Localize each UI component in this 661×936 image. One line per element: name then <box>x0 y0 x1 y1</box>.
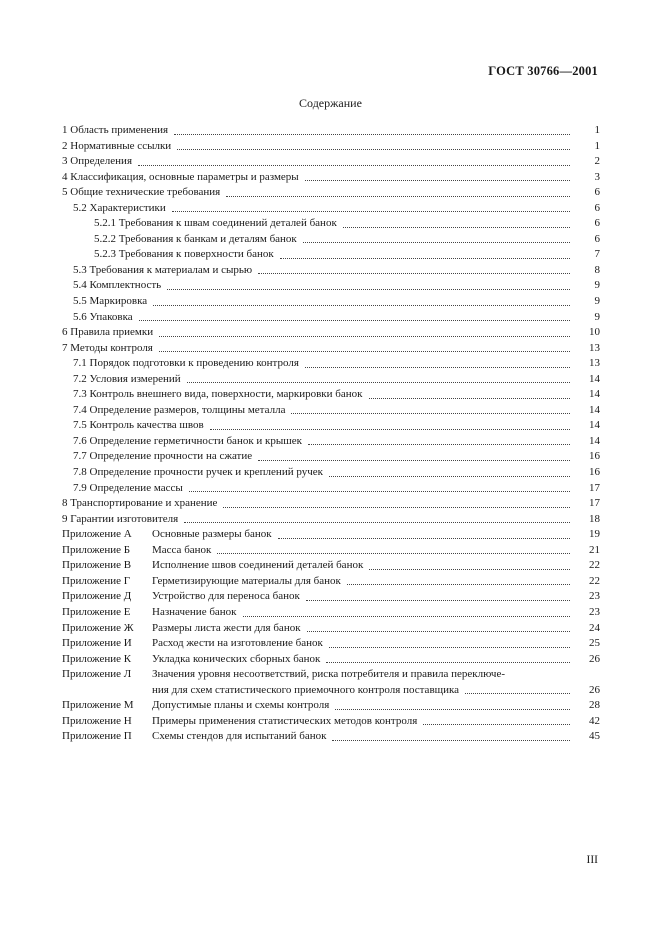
dot-leader <box>243 615 570 617</box>
toc-appendix-item[interactable]: Приложение И Расход жести на изготовление банок 25 <box>62 637 600 650</box>
toc-item[interactable]: 7.4 Определение размеров, толщины металла 14 <box>73 403 600 416</box>
dot-leader <box>369 397 571 399</box>
toc-item[interactable]: 9 Гарантии изготовителя 18 <box>62 512 600 525</box>
toc-appendix-item[interactable]: Приложение Б Масса банок 21 <box>62 543 600 556</box>
dot-leader <box>258 272 570 274</box>
document-code: ГОСТ 30766—2001 <box>488 64 598 78</box>
dot-leader <box>305 179 570 181</box>
toc-appendix-item[interactable]: Приложение А Основные размеры банок 19 <box>62 528 600 541</box>
dot-leader <box>329 475 570 477</box>
dot-leader <box>177 148 570 150</box>
dot-leader <box>138 164 570 166</box>
toc-appendix-item[interactable]: Приложение М Допустимые планы и схемы контроля 28 <box>62 699 600 712</box>
toc-appendix-item[interactable]: Приложение В Исполнение швов соединений деталей банок 22 <box>62 559 600 572</box>
dot-leader <box>369 568 570 570</box>
toc-item[interactable]: 6 Правила приемки 10 <box>62 326 600 339</box>
dot-leader <box>332 739 570 741</box>
dot-leader <box>465 692 570 694</box>
toc-item[interactable]: 7.5 Контроль качества швов 14 <box>73 419 600 432</box>
toc-item[interactable]: 1 Область применения 1 <box>62 124 600 136</box>
toc-item[interactable]: 5.2.1 Требования к швам соединений деталей банок 6 <box>94 217 600 230</box>
toc-appendix-item[interactable]: Приложение Г Герметизирующие материалы для банок 22 <box>62 574 600 587</box>
dot-leader <box>280 257 570 259</box>
dot-leader <box>306 599 570 601</box>
toc-appendix-item[interactable]: Приложение К Укладка конических сборных банок 26 <box>62 652 600 665</box>
dot-leader <box>184 521 570 523</box>
dot-leader <box>335 708 570 710</box>
toc-appendix-item[interactable]: Приложение Ж Размеры листа жести для банок 24 <box>62 621 600 634</box>
dot-leader <box>308 443 570 445</box>
toc-item[interactable]: 3 Определения 2 <box>62 155 600 168</box>
toc-appendix-item[interactable]: Приложение П Схемы стендов для испытаний банок 45 <box>62 730 600 743</box>
dot-leader <box>278 537 570 539</box>
dot-leader <box>159 350 570 352</box>
dot-leader <box>226 195 570 197</box>
dot-leader <box>423 723 570 725</box>
dot-leader <box>258 459 570 461</box>
toc-item[interactable]: 5.2.2 Требования к банкам и деталям банок 6 <box>94 232 600 245</box>
dot-leader <box>347 583 570 585</box>
toc-item[interactable]: 4 Классификация, основные параметры и размеры 3 <box>62 170 600 183</box>
page-number: III <box>586 854 598 866</box>
toc-item[interactable]: 8 Транспортирование и хранение 17 <box>62 497 600 510</box>
toc-title: Содержание <box>299 96 362 110</box>
toc-item[interactable]: 7.9 Определение массы 17 <box>73 481 600 494</box>
toc-item[interactable]: 5.2.3 Требования к поверхности банок 7 <box>94 248 600 261</box>
dot-leader <box>305 366 570 368</box>
toc-appendix-item[interactable]: Приложение Л Значения уровня несоответствий, риска потребителя и правила переключе- ния для схем статистического приемочного контроля поставщика 26 <box>62 668 600 696</box>
dot-leader <box>139 319 570 321</box>
dot-leader <box>217 552 570 554</box>
dot-leader <box>326 661 570 663</box>
dot-leader <box>291 412 570 414</box>
toc-item[interactable]: 5.5 Маркировка 9 <box>73 295 600 308</box>
toc-item[interactable]: 7.6 Определение герметичности банок и крышек 14 <box>73 434 600 447</box>
toc-appendix-item[interactable]: Приложение Д Устройство для переноса банок 23 <box>62 590 600 603</box>
toc-appendix-item[interactable]: Приложение Н Примеры применения статистических методов контроля 42 <box>62 714 600 727</box>
toc-item[interactable]: 7.2 Условия измерений 14 <box>73 372 600 385</box>
toc-item[interactable]: 2 Нормативные ссылки 1 <box>62 139 600 152</box>
toc-item[interactable]: 7.3 Контроль внешнего вида, поверхности, маркировки банок 14 <box>73 388 600 401</box>
toc-appendix-item[interactable]: Приложение Е Назначение банок 23 <box>62 605 600 618</box>
dot-leader <box>329 646 570 648</box>
dot-leader <box>174 133 570 135</box>
toc-item[interactable]: 5 Общие технические требования 6 <box>62 186 600 199</box>
dot-leader <box>172 210 570 212</box>
toc-item[interactable]: 7.8 Определение прочности ручек и креплений ручек 16 <box>73 466 600 479</box>
dot-leader <box>159 335 570 337</box>
dot-leader <box>189 490 570 492</box>
dot-leader <box>167 288 570 290</box>
dot-leader <box>223 506 570 508</box>
dot-leader <box>303 241 570 243</box>
table-of-contents <box>62 123 600 745</box>
toc-item[interactable]: 5.4 Комплектность 9 <box>73 279 600 292</box>
dot-leader <box>343 226 570 228</box>
toc-item[interactable]: 7 Методы контроля 13 <box>62 341 600 354</box>
toc-item[interactable]: 5.2 Характеристики 6 <box>73 201 600 214</box>
toc-item[interactable]: 7.1 Порядок подготовки к проведению контроля 13 <box>73 357 600 370</box>
dot-leader <box>187 381 570 383</box>
dot-leader <box>210 428 570 430</box>
dot-leader <box>153 304 570 306</box>
toc-item[interactable]: 7.7 Определение прочности на сжатие 16 <box>73 450 600 463</box>
toc-item[interactable]: 5.3 Требования к материалам и сырью 8 <box>73 263 600 276</box>
toc-item[interactable]: 5.6 Упаковка 9 <box>73 310 600 323</box>
dot-leader <box>307 630 570 632</box>
